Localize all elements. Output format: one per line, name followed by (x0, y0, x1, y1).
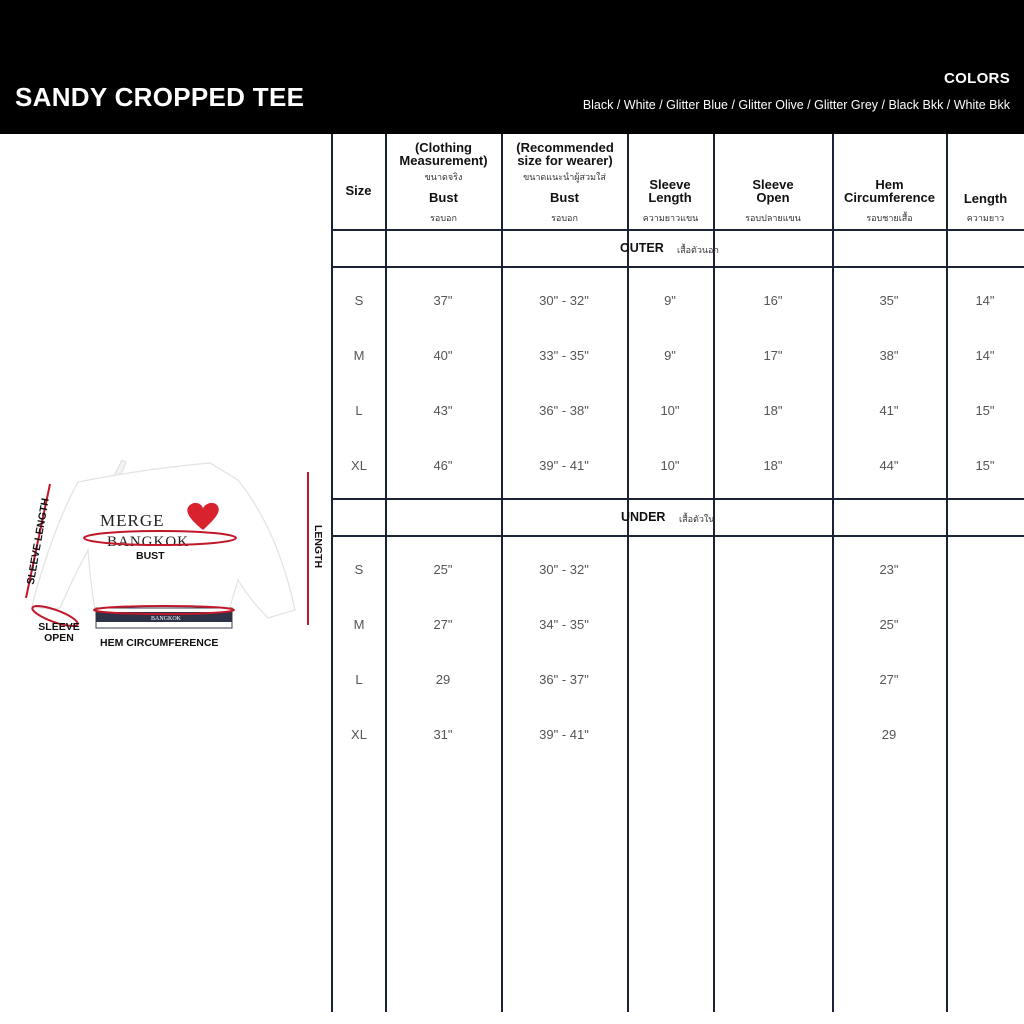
header-recommended-bust: Bust (550, 190, 579, 205)
label-bust: BUST (136, 550, 165, 562)
section-thai-outer: เสื้อตัวนอก (677, 245, 719, 255)
measurement-cell: 39" - 41" (539, 727, 589, 742)
measurement-cell: 18" (763, 458, 783, 473)
header-recommended-size: (Recommended size for wearer) (516, 140, 614, 168)
header-clothing-measurement: (Clothing Measurement) (399, 140, 488, 168)
measurement-cell: 27" (433, 617, 453, 632)
label-sleeve-open: SLEEVE OPEN (38, 621, 80, 644)
header-hem-circumference: Hem Circumference (843, 177, 936, 205)
size-cell: XL (351, 458, 367, 473)
measurement-cell: 15" (975, 458, 995, 473)
measurement-cell: 31" (433, 727, 453, 742)
measurement-cell: 14" (975, 348, 995, 363)
header-length: Length (963, 191, 1008, 206)
measurement-cell: 10" (660, 458, 680, 473)
section-thai-under: เสื้อตัวใน (679, 514, 715, 524)
size-cell: S (354, 562, 364, 577)
size-cell: L (355, 403, 363, 418)
product-title: SANDY CROPPED TEE (15, 82, 305, 112)
measurement-cell: 29 (881, 727, 897, 742)
measurement-cell: 38" (879, 348, 899, 363)
measurement-cell: 33" - 35" (539, 348, 589, 363)
section-divider (332, 266, 1024, 268)
header-sleeve-length-thai: ความยาวแขน (642, 213, 699, 223)
measurement-cell: 10" (660, 403, 680, 418)
measurement-cell: 35" (879, 293, 899, 308)
header-sleeve-length: Sleeve Length (648, 177, 692, 205)
section-divider (332, 535, 1024, 537)
shirt-print-merge: MERGE (100, 511, 165, 530)
header-bust-thai: รอบอก (430, 213, 457, 223)
measurement-cell: 39" - 41" (539, 458, 589, 473)
header-clothing-measurement-thai: ขนาดจริง (424, 172, 463, 182)
header-recommended-size-thai: ขนาดแนะนำผู้สวมใส่ (523, 172, 606, 182)
colors-heading: COLORS (944, 70, 1010, 87)
section-divider (332, 498, 1024, 500)
header-bar (0, 0, 1024, 134)
measurement-cell: 9" (664, 293, 676, 308)
size-cell: L (355, 672, 363, 687)
measurement-cell: 23" (879, 562, 899, 577)
header-sleeve-open: Sleeve Open (752, 177, 794, 205)
section-label-under: UNDER (621, 510, 666, 524)
measurement-cell: 25" (433, 562, 453, 577)
measurement-cell: 43" (433, 403, 453, 418)
header-hem-circumference-thai: รอบชายเสื้อ (866, 213, 913, 223)
header-sleeve-open-thai: รอบปลายแขน (745, 213, 801, 223)
header-recommended-bust-thai: รอบอก (551, 213, 578, 223)
measurement-cell: 29 (435, 672, 451, 687)
colors-list: Black / White / Glitter Blue / Glitter Olive / Glitter Grey / Black Bkk / White Bkk (582, 98, 1010, 112)
measurement-cell: 15" (975, 403, 995, 418)
measurement-cell: 14" (975, 293, 995, 308)
header-size: Size (345, 183, 372, 198)
hem-band-text: BANGKOK (151, 616, 181, 622)
section-label-outer: OUTER (620, 241, 664, 255)
label-sleeve-length: SLEEVE LENGTH (24, 497, 52, 586)
measurement-cell: 30" - 32" (539, 562, 589, 577)
header-bust: Bust (429, 190, 458, 205)
measurement-cell: 34" - 35" (539, 617, 589, 632)
header-divider (332, 229, 1024, 231)
size-cell: S (354, 293, 364, 308)
measurement-cell: 16" (763, 293, 783, 308)
size-cell: M (353, 617, 365, 632)
measurement-cell: 18" (763, 403, 783, 418)
measurement-cell: 36" - 38" (539, 403, 589, 418)
measurement-cell: 30" - 32" (539, 293, 589, 308)
measurement-cell: 37" (433, 293, 453, 308)
label-hem-circumference: HEM CIRCUMFERENCE (100, 637, 219, 649)
header-length-thai: ความยาว (966, 213, 1005, 223)
measurement-cell: 27" (879, 672, 899, 687)
shirt-print-bangkok: BANGKOK (107, 534, 189, 550)
size-cell: XL (351, 727, 367, 742)
measurement-cell: 46" (433, 458, 453, 473)
measurement-cell: 17" (763, 348, 783, 363)
measurement-cell: 36" - 37" (539, 672, 589, 687)
measurement-cell: 9" (664, 348, 676, 363)
measurement-cell: 40" (433, 348, 453, 363)
measurement-cell: 41" (879, 403, 899, 418)
label-length: LENGTH (312, 524, 325, 569)
size-cell: M (353, 348, 365, 363)
measurement-cell: 25" (879, 617, 899, 632)
measurement-cell: 44" (879, 458, 899, 473)
